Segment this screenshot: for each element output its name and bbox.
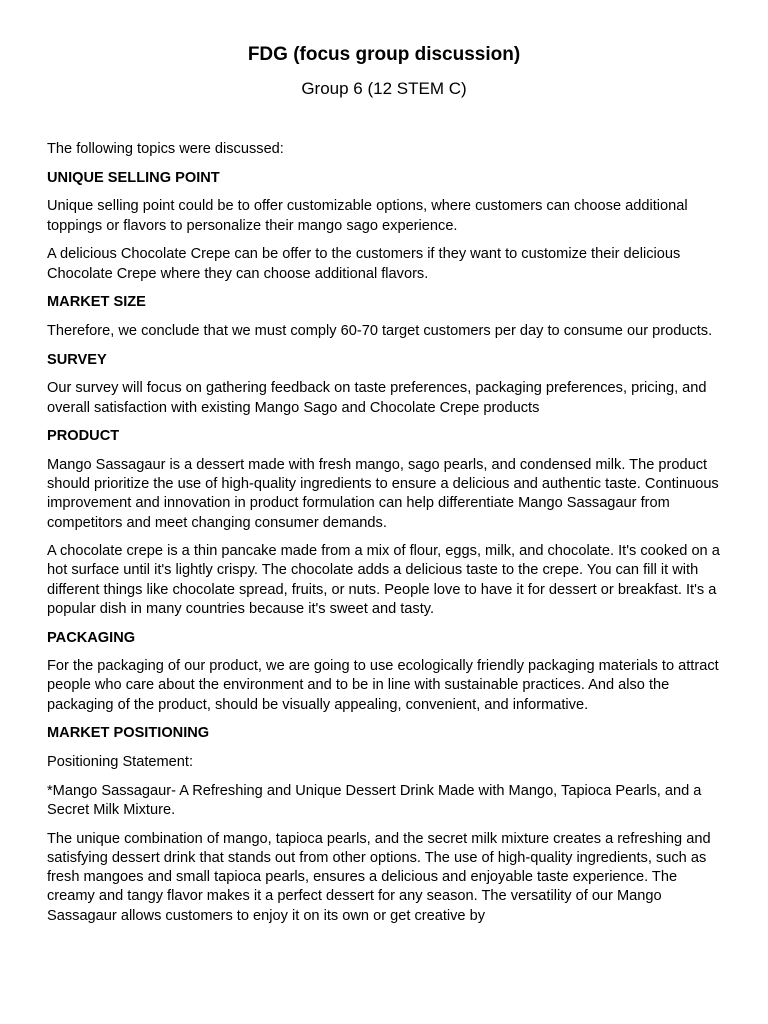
document-subtitle: Group 6 (12 STEM C) xyxy=(301,79,467,98)
section-heading-usp: UNIQUE SELLING POINT xyxy=(47,169,220,186)
section-heading-packaging: PACKAGING xyxy=(47,629,136,646)
document-body xyxy=(47,140,723,935)
packaging-paragraph: For the packaging of our product, we are going to use ecologically friendly packaging materials to attract people who care about the environment and to be in line with sustainable practices. And also the packaging of the product, should be visually appealing, convenient, and informative. xyxy=(47,658,719,713)
positioning-paragraph-3: The unique combination of mango, tapioca pearls, and the secret milk mixture creates a refreshing and satisfying dessert drink that stands out from other options. The use of high-quality ingredients, such as fresh mangoes and small tapioca pearls, ensures a delicious and enjoyable taste experience. The creamy and tangy flavor makes it a perfect dessert for any season. The versatility of our Mango Sassagaur allows customers to enjoy it on its own or get creative by xyxy=(47,830,711,924)
intro-paragraph: The following topics were discussed: xyxy=(47,141,284,157)
product-paragraph-2: A chocolate crepe is a thin pancake made from a mix of flour, eggs, milk, and chocolate. It's cooked on a hot surface until it's lightly crispy. The chocolate adds a delicious taste to the crepe. You can fill it with different things like chocolate spread, fruits, or nuts. People love to have it for dessert or breakfast. It's a popular dish in many countries because it's sweet and tasty. xyxy=(47,543,720,617)
section-heading-market-positioning: MARKET POSITIONING xyxy=(47,725,210,742)
positioning-paragraph-1: Positioning Statement: xyxy=(47,754,194,771)
section-heading-survey: SURVEY xyxy=(47,351,107,368)
usp-paragraph-2: A delicious Chocolate Crepe can be offer to the customers if they want to customize their delicious Chocolate Crepe where they can choose additional flavors. xyxy=(47,246,681,282)
market-size-paragraph: Therefore, we conclude that we must comply 60-70 target customers per day to consume our products. xyxy=(47,322,713,339)
document-title: FDG (focus group discussion) xyxy=(247,44,521,65)
product-paragraph-1: Mango Sassagaur is a dessert made with fresh mango, sago pearls, and condensed milk. The product should prioritize the use of high-quality ingredients to ensure a delicious and authentic taste. Continuous improvement and innovation in product formulation can help differentiate Mango Sassagaur from competitors and meet changing consumer demands. xyxy=(47,456,719,531)
positioning-paragraph-2: *Mango Sassagaur- A Refreshing and Unique Dessert Drink Made with Mango, Tapioca Pearls, and a Secret Milk Mixture. xyxy=(47,782,702,818)
section-heading-market-size: MARKET SIZE xyxy=(47,294,146,311)
survey-paragraph: Our survey will focus on gathering feedback on taste preferences, packaging preferences, pricing, and overall satisfaction with existing Mango Sago and Chocolate Crepe products xyxy=(47,380,707,416)
usp-paragraph-1: Unique selling point could be to offer customizable options, where customers can choose additional toppings or flavors to personalize their mango sago experience. xyxy=(47,198,688,234)
section-heading-product: PRODUCT xyxy=(47,428,120,445)
